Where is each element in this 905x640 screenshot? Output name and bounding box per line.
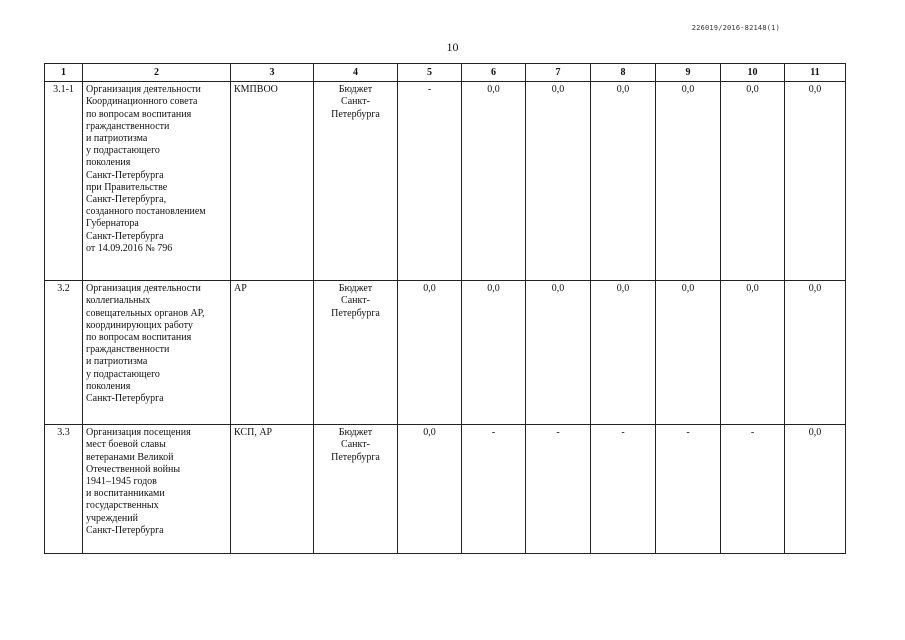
document-id: 226019/2016-82148(1) xyxy=(691,24,780,32)
value-cell: - xyxy=(462,425,526,554)
page-number: 10 xyxy=(446,40,459,54)
column-header: 5 xyxy=(398,64,462,82)
value-cell: 0,0 xyxy=(462,82,526,281)
value-cell: - xyxy=(656,425,721,554)
value-cell: - xyxy=(526,425,591,554)
header-row xyxy=(45,64,846,82)
table-row xyxy=(45,281,846,425)
funding-source: Бюджет Санкт- Петербурга xyxy=(314,281,398,425)
value-cell: 0,0 xyxy=(398,425,462,554)
activity-name: Организация деятельности коллегиальных совещательных органов АР, координирующих работу по вопросам воспитания гражданственности и патриотизма у подрастающего поколения Санкт-Петербурга xyxy=(83,281,231,425)
funding-source: Бюджет Санкт- Петербурга xyxy=(314,425,398,554)
budget-table xyxy=(44,63,846,554)
value-cell: - xyxy=(591,425,656,554)
value-cell: - xyxy=(721,425,785,554)
value-cell: - xyxy=(398,82,462,281)
value-cell: 0,0 xyxy=(462,281,526,425)
row-number: 3.1-1 xyxy=(45,82,83,281)
column-header: 6 xyxy=(462,64,526,82)
value-cell: 0,0 xyxy=(721,281,785,425)
column-header: 11 xyxy=(785,64,846,82)
column-header: 10 xyxy=(721,64,785,82)
column-header: 8 xyxy=(591,64,656,82)
value-cell: 0,0 xyxy=(656,82,721,281)
executor: КМПВОО xyxy=(231,82,314,281)
column-header: 1 xyxy=(45,64,83,82)
value-cell: 0,0 xyxy=(785,425,846,554)
activity-name: Организация посещения мест боевой славы ветеранами Великой Отечественной войны 1941–1945 годов и воспитанниками государственных учреждений Санкт-Петербурга xyxy=(83,425,231,554)
value-cell: 0,0 xyxy=(526,82,591,281)
row-number: 3.2 xyxy=(45,281,83,425)
executor: АР xyxy=(231,281,314,425)
column-header: 4 xyxy=(314,64,398,82)
executor: КСП, АР xyxy=(231,425,314,554)
value-cell: 0,0 xyxy=(591,281,656,425)
activity-name: Организация деятельности Координационного совета по вопросам воспитания гражданственности и патриотизма у подрастающего поколения Санкт-Петербурга при Правительстве Санкт-Петербурга, созданного постановлением Губернатора Санкт-Петербурга от 14.09.2016 № 796 xyxy=(83,82,231,281)
value-cell: 0,0 xyxy=(656,281,721,425)
value-cell: 0,0 xyxy=(785,281,846,425)
column-header: 3 xyxy=(231,64,314,82)
table-row xyxy=(45,82,846,281)
table-row xyxy=(45,425,846,554)
row-number: 3.3 xyxy=(45,425,83,554)
funding-source: Бюджет Санкт- Петербурга xyxy=(314,82,398,281)
value-cell: 0,0 xyxy=(721,82,785,281)
value-cell: 0,0 xyxy=(398,281,462,425)
value-cell: 0,0 xyxy=(785,82,846,281)
column-header: 9 xyxy=(656,64,721,82)
value-cell: 0,0 xyxy=(591,82,656,281)
value-cell: 0,0 xyxy=(526,281,591,425)
column-header: 2 xyxy=(83,64,231,82)
column-header: 7 xyxy=(526,64,591,82)
